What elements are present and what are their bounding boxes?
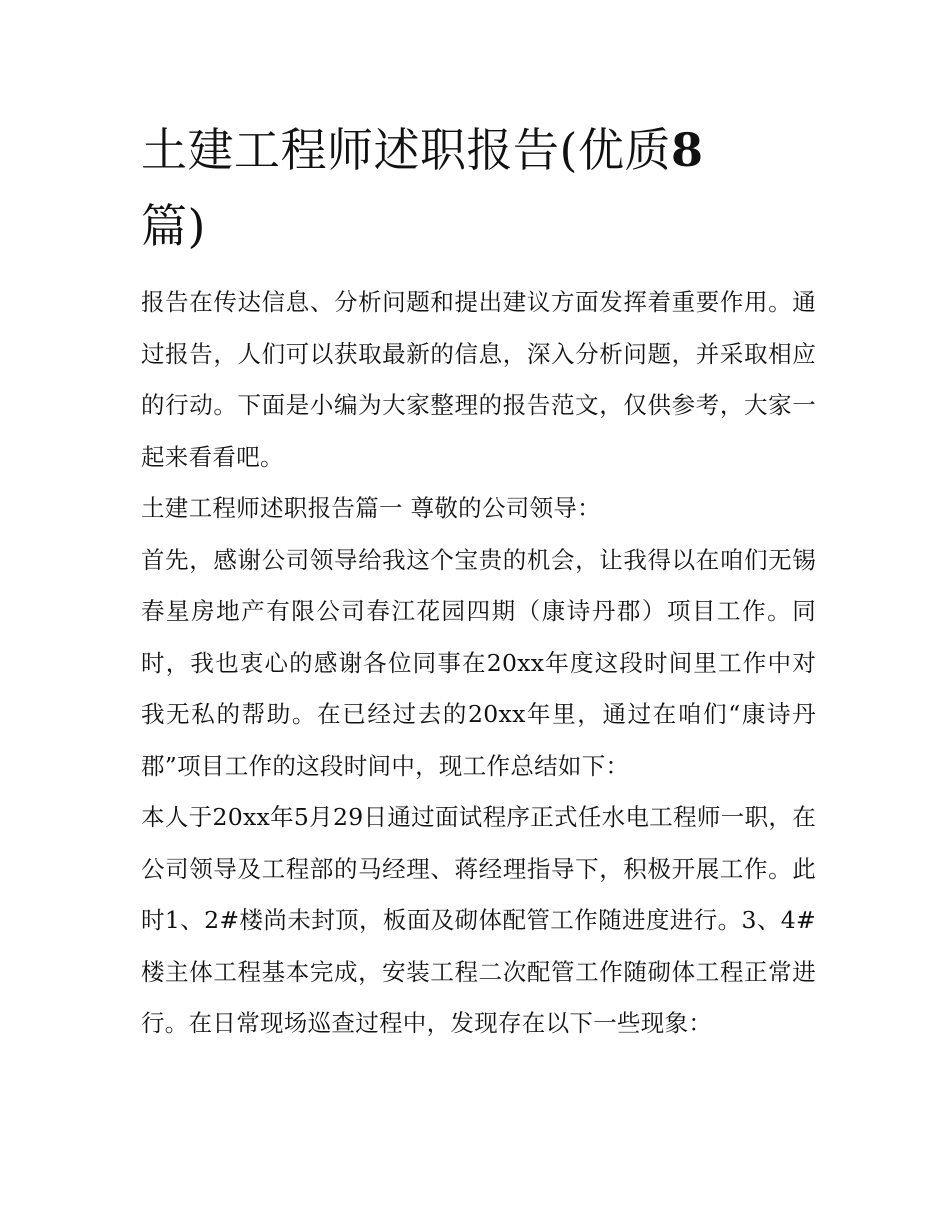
document-title bbox=[141, 112, 821, 264]
title-tail: 篇) bbox=[141, 199, 206, 253]
section-heading-paragraph: 土建工程师述职报告篇一 尊敬的公司领导： bbox=[141, 494, 601, 522]
title-number: 8 bbox=[670, 123, 704, 177]
thanks-paragraph: 首先，感谢公司领导给我这个宝贵的机会，让我得以在咱们无锡春星房地产有限公司春江花园四期（康诗丹郡）项目工作。同时，我也衷心的感谢各位同事在20xx年度这段时间里工作中对我无私的帮助。在已经过去的20xx年里，通过在咱们“康诗丹郡”项目工作的这段时间中，现工作总结如下： bbox=[141, 545, 816, 780]
document-body bbox=[141, 277, 816, 1050]
work-summary-paragraph: 本人于20xx年5月29日通过面试程序正式任水电工程师一职，在公司领导及工程部的马经理、蒋经理指导下，积极开展工作。此时1、2#楼尚未封顶，板面及砌体配管工作随进度进行。3、4#楼主体工程基本完成，安装工程二次配管工作随砌体工程正常进行。在日常现场巡查过程中，发现存在以下一些现象： bbox=[141, 803, 816, 1037]
title-main: 土建工程师述职报告(优质 bbox=[141, 123, 671, 177]
intro-paragraph: 报告在传达信息、分析问题和提出建议方面发挥着重要作用。通过报告，人们可以获取最新的信息，深入分析问题，并采取相应的行动。下面是小编为大家整理的报告范文，仅供参考，大家一起来看看吧。 bbox=[141, 288, 816, 471]
